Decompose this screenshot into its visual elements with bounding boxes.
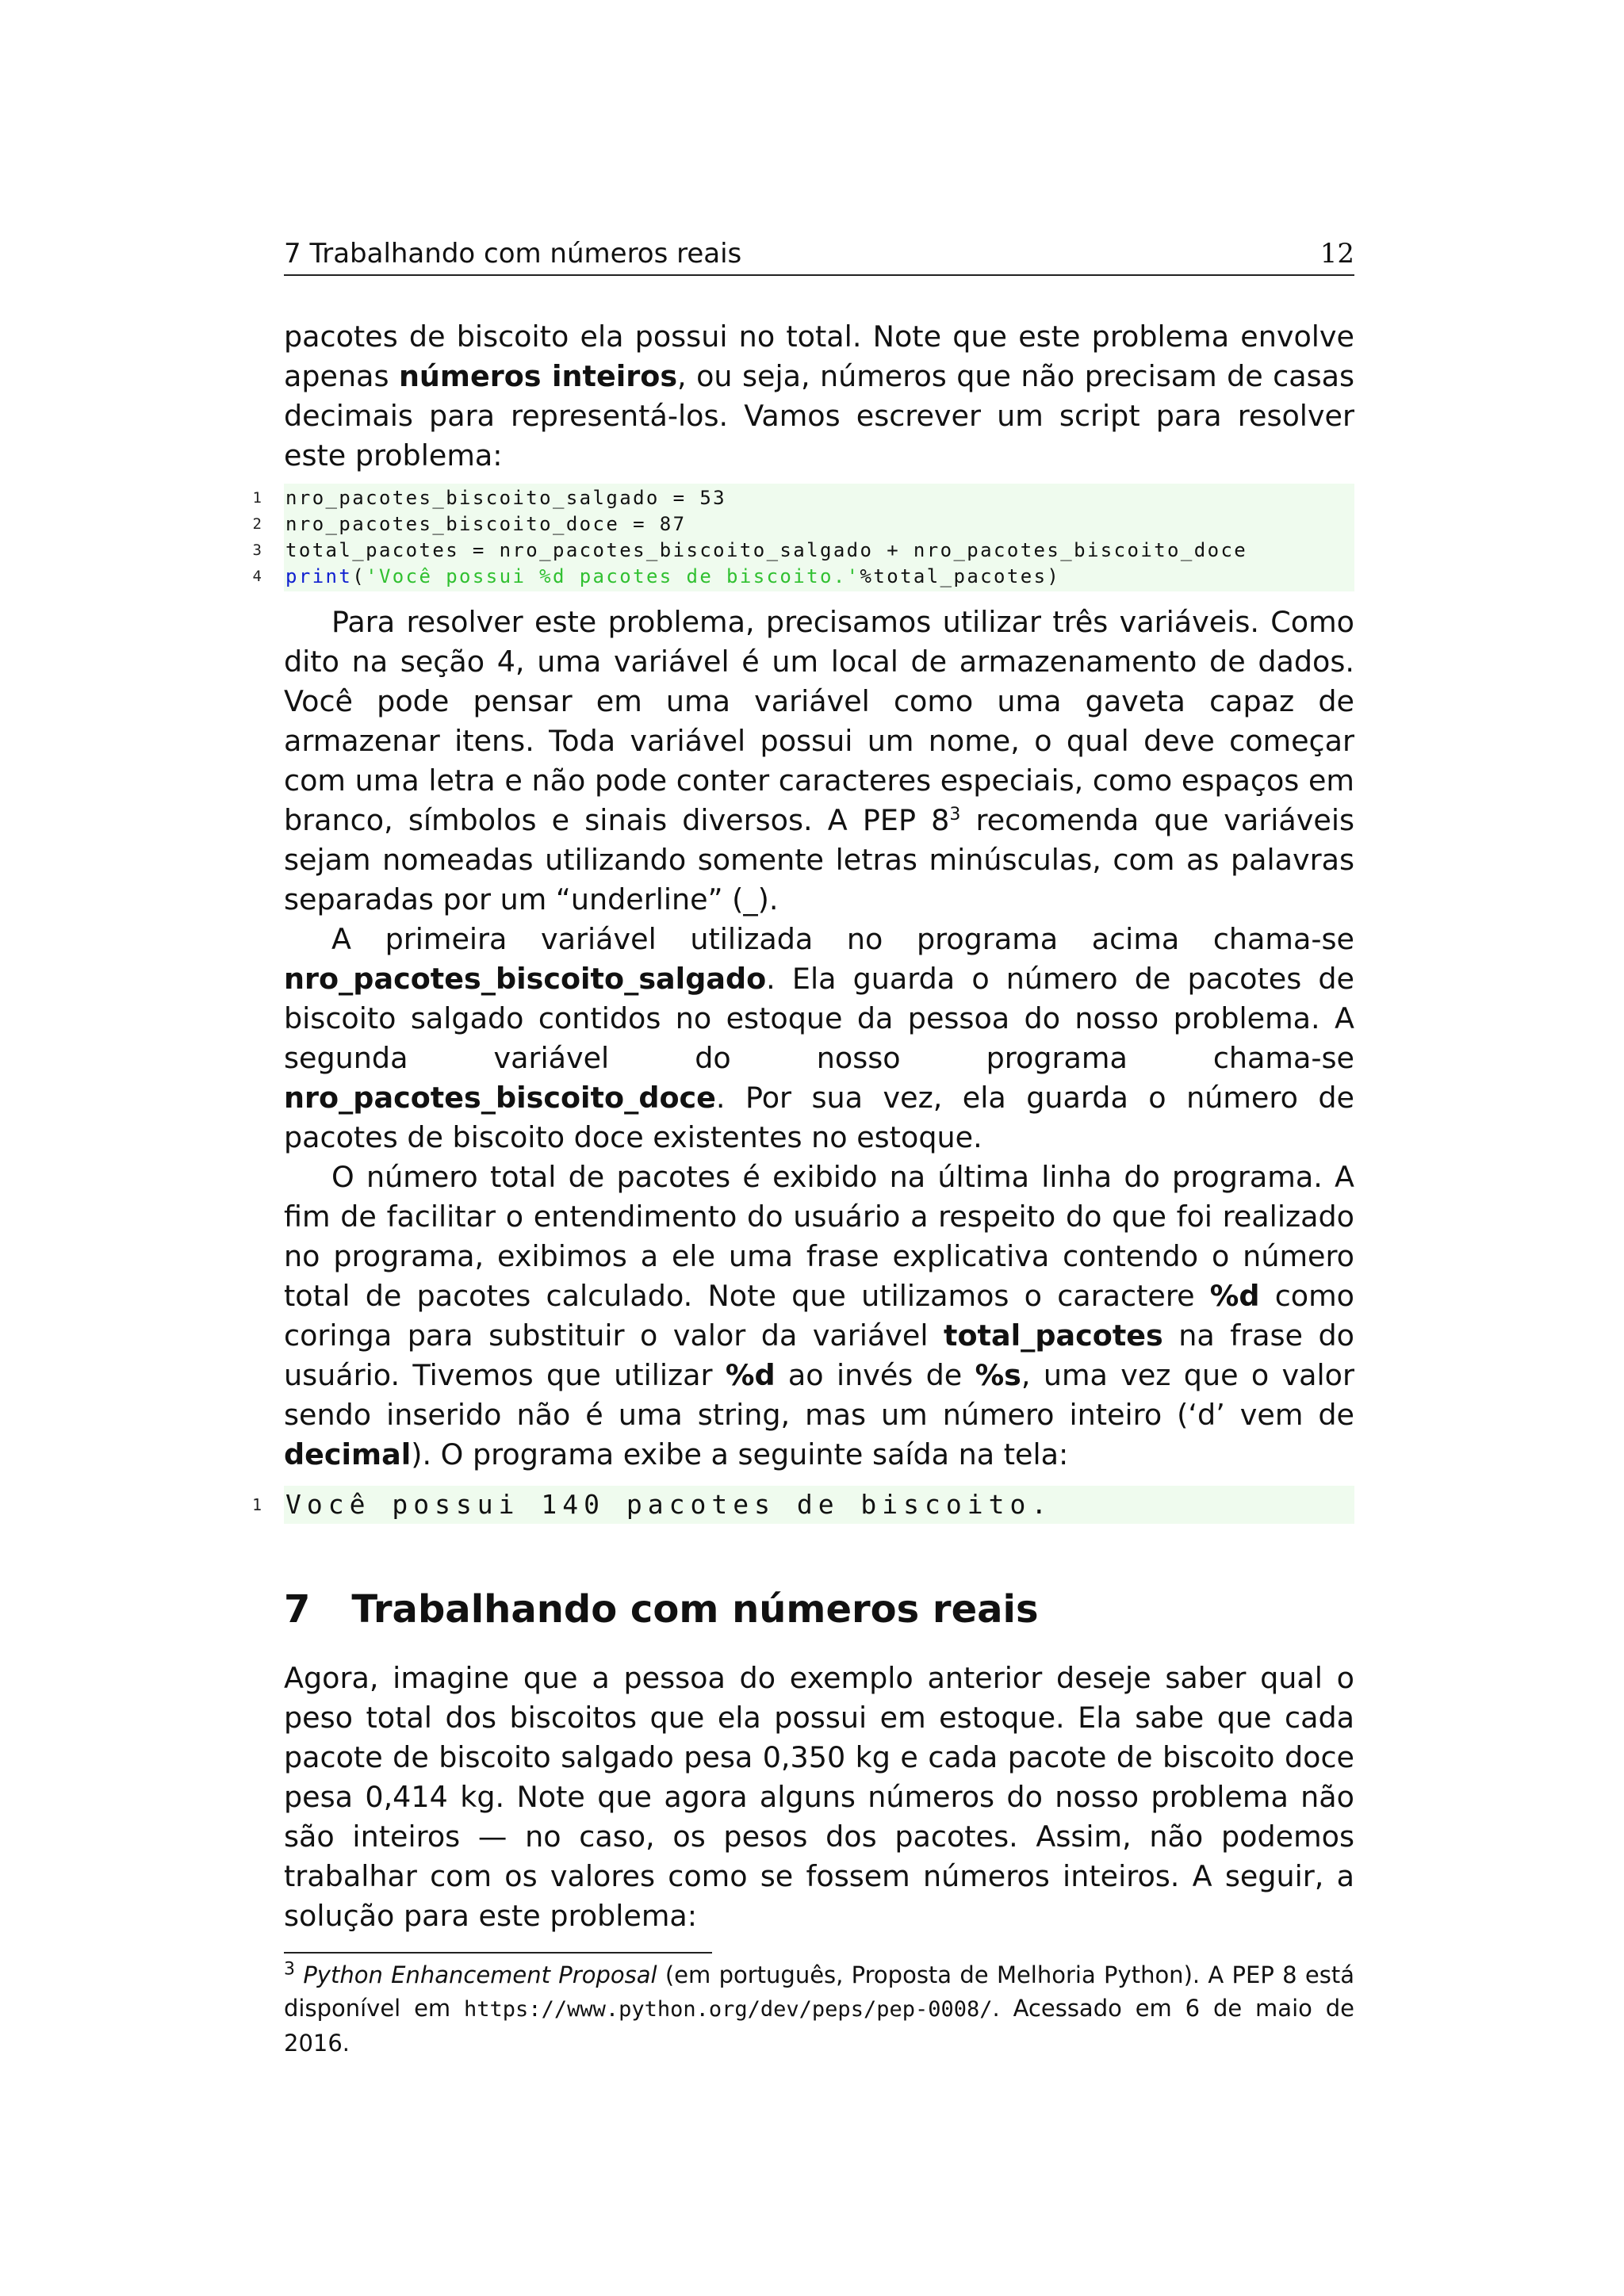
running-header — [284, 238, 1354, 276]
line-number: 3 — [252, 541, 262, 559]
footnote-divider — [284, 1952, 712, 1954]
paragraph-first-variable: A primeira variável utilizada no programa acima chama-se nro_pacotes_biscoito_salgado. Ela guarda o número de pacotes de biscoito salgado contidos no estoque da pessoa do nosso problema. A segunda variável do nosso programa chama-se nro_pacotes_biscoito_doce. Por sua vez, ela guarda o número de pacotes de biscoito doce existentes no estoque. — [284, 922, 1354, 1154]
code-string: 'Você possui %d pacotes de biscoito.' — [366, 565, 860, 587]
section-heading — [284, 1587, 1354, 1632]
code-line: 3 total_pacotes = nro_pacotes_biscoito_salgado + nro_pacotes_biscoito_doce — [284, 538, 1354, 564]
footnote-url[interactable]: https://www.python.org/dev/peps/pep-0008/ — [464, 1997, 993, 2022]
line-number: 2 — [252, 515, 262, 533]
footnote-mark: 3 — [284, 1959, 295, 1980]
code-keyword: print — [285, 565, 353, 587]
page-number: 12 — [1320, 238, 1354, 270]
paragraph-variables: Para resolver este problema, precisamos utilizar três variáveis. Como dito na seção 4, uma variável é um local de armazenamento de dados. Você pode pensar em uma variável como uma gaveta capaz de armazenar itens. Toda variável possui um nome, o qual deve começar com uma letra e não pode conter caracteres especiais, como espaços em branco, símbolos e sinais diversos. A PEP $8^3$ recomenda que variáveis sejam nomeadas utilizando somente letras minúsculas, com as palavras separadas por um “underline” (_). — [284, 605, 1354, 916]
page — [251, 238, 1355, 2060]
code-line: 4 print('Você possui %d pacotes de biscoito.'%total_pacotes) — [284, 564, 1354, 590]
paragraph-output-explanation: O número total de pacotes é exibido na última linha do programa. A fim de facilitar o entendimento do usuário a respeito do que foi realizado no programa, exibimos a ele uma frase explicativa contendo o número total de pacotes calculado. Note que utilizamos o caractere %d como coringa para substituir o valor da variável total_pacotes na frase do usuário. Tivemos que utilizar %d ao invés de %s, uma vez que o valor sendo inserido não é uma string, mas um número inteiro (‘d’ vem de decimal). O programa exibe a seguinte saída na tela: — [284, 1160, 1354, 1471]
line-number: 1 — [251, 1495, 262, 1514]
code-line: 2 nro_pacotes_biscoito_doce = 87 — [284, 511, 1354, 538]
line-number: 1 — [252, 489, 262, 507]
paragraph-intro: pacotes de biscoito ela possui no total. Note que este problema envolve apenas números inteiros, ou seja, números que não precisam de casas decimais para representá-los. Vamos escrever um script para resolver este problema: — [284, 320, 1354, 473]
code-output — [251, 1486, 1354, 1524]
paragraph-real-numbers: Agora, imagine que a pessoa do exemplo anterior deseje saber qual o peso total dos biscoitos que ela possui em estoque. Ela sabe que cada pacote de biscoito salgado pesa 0,350 kg e cada pacote de biscoito doce pesa 0,414 kg. Note que agora alguns números do nosso problema não são inteiros — no caso, os pesos dos pacotes. Assim, não podemos trabalhar com os valores como se fossem números inteiros. A seguir, a solução para este problema: — [284, 1661, 1354, 1933]
code-line: 1 Você possui 140 pacotes de biscoito. — [284, 1487, 1354, 1522]
line-number: 4 — [252, 568, 262, 585]
section-title: Trabalhando com números reais — [351, 1587, 1039, 1632]
code-listing-integers — [252, 484, 1354, 591]
header-title: 7 Trabalhando com números reais — [284, 238, 742, 270]
footnote: $^3$ Python Enhancement Proposal (em português, Proposta de Melhoria Python). A PEP 8 está disponível em https://www.python.org/dev/peps/pep-0008/. Acessado em 6 de maio de 2016. — [284, 1959, 1355, 2057]
section-number: 7 — [284, 1587, 311, 1632]
footnote-ref[interactable]: 3 — [949, 804, 961, 825]
code-line: 1 nro_pacotes_biscoito_salgado = 53 — [284, 485, 1354, 511]
